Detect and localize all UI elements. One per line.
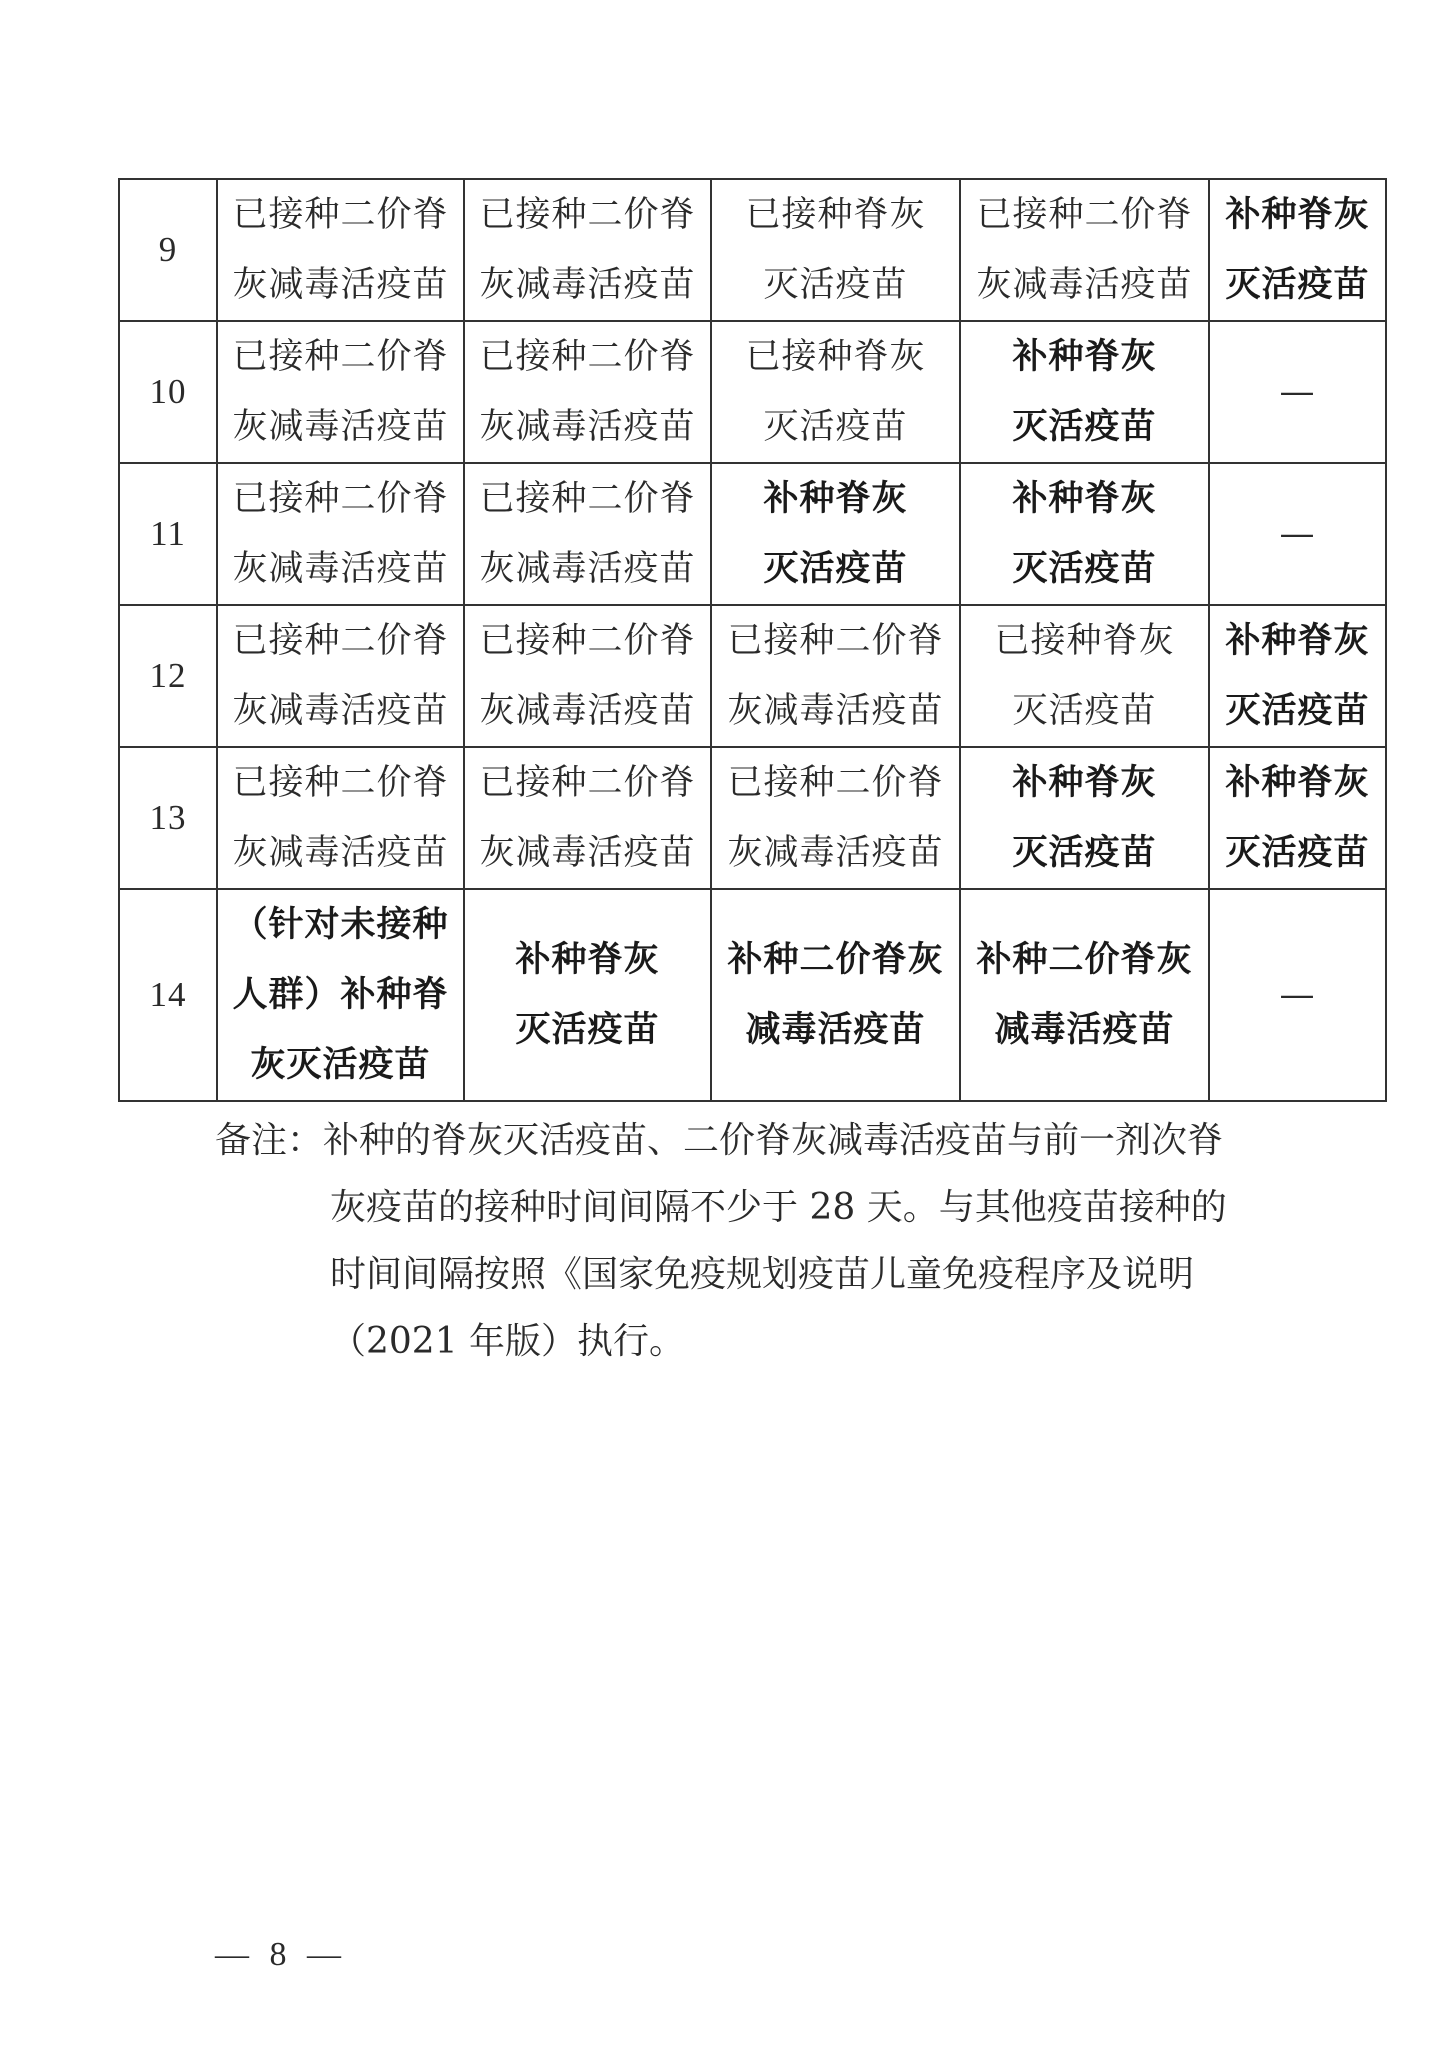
empty-dash-cell <box>1209 889 1386 1101</box>
cell-line: 已接种二价脊 <box>727 621 944 661</box>
note-line: 灰疫苗的接种时间间隔不少于 28 天。与其他疫苗接种的 <box>330 1187 1227 1228</box>
cell-line: 人群）补种脊 <box>232 974 449 1015</box>
table-row <box>119 463 1386 605</box>
dose-cell <box>1209 179 1386 321</box>
cell-line: 补种脊灰 <box>515 939 660 980</box>
dose-cell <box>464 179 711 321</box>
row-number-cell: 13 <box>119 747 217 889</box>
cell-line: 灰减毒活疫苗 <box>479 691 696 731</box>
cell-line: 灰减毒活疫苗 <box>479 407 696 447</box>
remarks-note <box>215 1107 1315 1375</box>
dose-cell <box>217 463 464 605</box>
cell-line: 补种脊灰 <box>763 478 908 519</box>
dose-cell <box>464 747 711 889</box>
cell-line: 补种二价脊灰 <box>727 939 944 980</box>
table-row <box>119 889 1386 1101</box>
cell-line: 补种脊灰 <box>1225 194 1370 235</box>
cell-line: 补种脊灰 <box>1012 478 1157 519</box>
cell-line: 已接种二价脊 <box>479 479 696 519</box>
cell-line: — <box>1279 372 1316 412</box>
dose-cell <box>217 747 464 889</box>
dose-cell <box>464 889 711 1101</box>
cell-line: 灰减毒活疫苗 <box>232 691 449 731</box>
cell-line: 灭活疫苗 <box>515 1009 660 1050</box>
cell-line: — <box>1279 514 1316 554</box>
cell-line: 补种脊灰 <box>1012 336 1157 377</box>
cell-line: — <box>1279 975 1316 1015</box>
cell-line: 灭活疫苗 <box>1012 406 1157 447</box>
cell-line: 灰减毒活疫苗 <box>232 407 449 447</box>
empty-dash-cell <box>1209 321 1386 463</box>
cell-line: （针对未接种 <box>232 904 449 945</box>
dose-cell <box>217 605 464 747</box>
cell-line: 灭活疫苗 <box>1012 832 1157 873</box>
dose-cell <box>1209 605 1386 747</box>
table-row <box>119 321 1386 463</box>
dose-cell <box>217 179 464 321</box>
dose-cell <box>464 463 711 605</box>
dose-cell <box>464 605 711 747</box>
cell-line: 灰灭活疫苗 <box>250 1044 431 1085</box>
cell-line: 已接种二价脊 <box>232 479 449 519</box>
dose-cell <box>960 321 1209 463</box>
empty-dash-cell <box>1209 463 1386 605</box>
cell-line: 灰减毒活疫苗 <box>976 265 1193 305</box>
cell-line: 灭活疫苗 <box>1012 548 1157 589</box>
dose-cell <box>711 605 960 747</box>
row-number-cell: 12 <box>119 605 217 747</box>
table-row <box>119 747 1386 889</box>
note-line: 时间间隔按照《国家免疫规划疫苗儿童免疫程序及说明 <box>330 1254 1195 1295</box>
cell-line: 已接种二价脊 <box>479 621 696 661</box>
cell-line: 灭活疫苗 <box>1012 691 1157 731</box>
dose-cell <box>711 747 960 889</box>
cell-line: 已接种二价脊 <box>479 337 696 377</box>
cell-line: 灰减毒活疫苗 <box>727 691 944 731</box>
dose-cell <box>217 889 464 1101</box>
cell-line: 已接种二价脊 <box>232 621 449 661</box>
cell-line: 灰减毒活疫苗 <box>727 833 944 873</box>
dose-cell <box>711 179 960 321</box>
cell-line: 已接种二价脊 <box>232 195 449 235</box>
cell-line: 已接种脊灰 <box>745 337 926 377</box>
dose-cell <box>960 747 1209 889</box>
cell-line: 已接种二价脊 <box>232 337 449 377</box>
cell-line: 已接种二价脊 <box>479 195 696 235</box>
cell-line: 灭活疫苗 <box>763 407 908 447</box>
cell-line: 灰减毒活疫苗 <box>479 833 696 873</box>
cell-line: 灰减毒活疫苗 <box>232 265 449 305</box>
cell-line: 灭活疫苗 <box>1225 690 1370 731</box>
row-number-cell: 14 <box>119 889 217 1101</box>
cell-line: 补种二价脊灰 <box>976 939 1193 980</box>
table-row <box>119 179 1386 321</box>
cell-line: 补种脊灰 <box>1012 762 1157 803</box>
cell-line: 减毒活疫苗 <box>745 1009 926 1050</box>
cell-line: 灰减毒活疫苗 <box>232 549 449 589</box>
dose-cell <box>1209 747 1386 889</box>
dose-cell <box>711 889 960 1101</box>
cell-line: 灰减毒活疫苗 <box>232 833 449 873</box>
cell-line: 已接种二价脊 <box>232 763 449 803</box>
page-number: — 8 — <box>215 1936 347 1973</box>
table-body <box>119 179 1386 1101</box>
row-number-cell: 9 <box>119 179 217 321</box>
note-line: （2021 年版）执行。 <box>330 1321 686 1362</box>
cell-line: 已接种脊灰 <box>745 195 926 235</box>
cell-line: 已接种脊灰 <box>994 621 1175 661</box>
cell-line: 灰减毒活疫苗 <box>479 265 696 305</box>
dose-cell <box>464 321 711 463</box>
cell-line: 已接种二价脊 <box>976 195 1193 235</box>
table-row <box>119 605 1386 747</box>
dose-cell <box>960 463 1209 605</box>
note-line: 备注：补种的脊灰灭活疫苗、二价脊灰减毒活疫苗与前一剂次脊 <box>215 1120 1224 1161</box>
cell-line: 灭活疫苗 <box>763 265 908 305</box>
cell-line: 减毒活疫苗 <box>994 1009 1175 1050</box>
cell-line: 灭活疫苗 <box>1225 832 1370 873</box>
row-number-cell: 10 <box>119 321 217 463</box>
dose-cell <box>960 605 1209 747</box>
vaccination-schedule-table <box>118 178 1387 1102</box>
dose-cell <box>217 321 464 463</box>
cell-line: 灭活疫苗 <box>1225 264 1370 305</box>
cell-line: 灰减毒活疫苗 <box>479 549 696 589</box>
cell-line: 已接种二价脊 <box>727 763 944 803</box>
cell-line: 补种脊灰 <box>1225 762 1370 803</box>
cell-line: 补种脊灰 <box>1225 620 1370 661</box>
dose-cell <box>711 321 960 463</box>
row-number-cell: 11 <box>119 463 217 605</box>
cell-line: 灭活疫苗 <box>763 548 908 589</box>
dose-cell <box>960 179 1209 321</box>
dose-cell <box>960 889 1209 1101</box>
dose-cell <box>711 463 960 605</box>
cell-line: 已接种二价脊 <box>479 763 696 803</box>
